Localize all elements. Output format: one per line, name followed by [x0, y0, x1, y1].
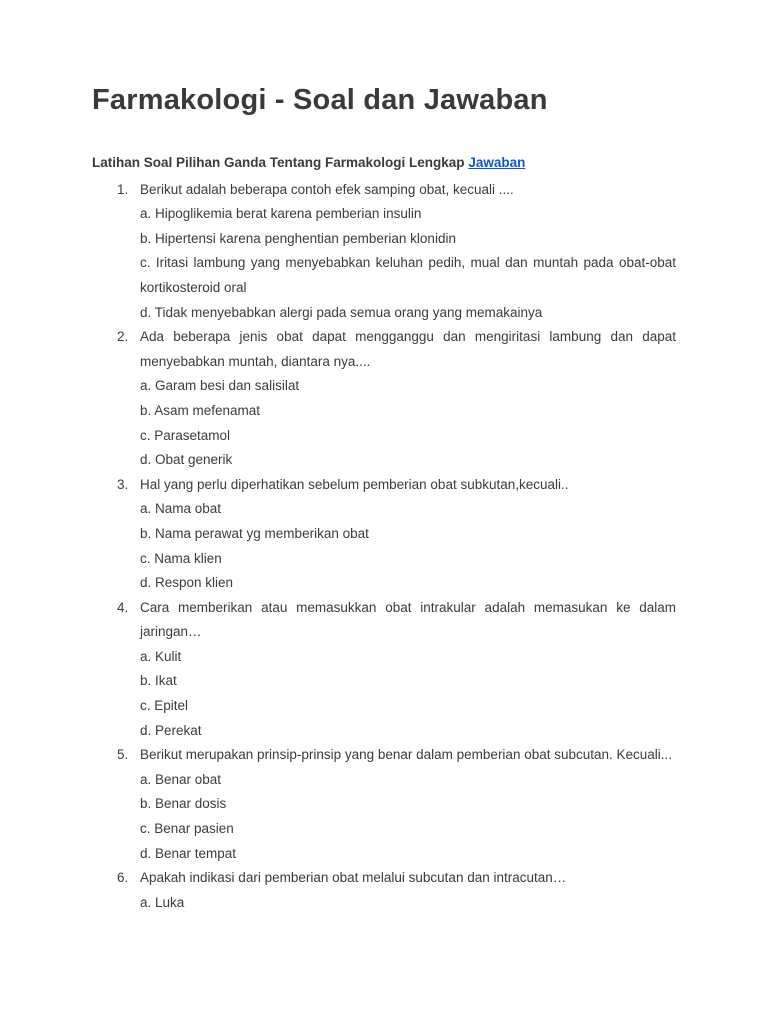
question-body: [140, 596, 676, 744]
question-text: Hal yang perlu diperhatikan sebelum pemberian obat subkutan,kecuali..: [140, 476, 569, 492]
intro-text: Latihan Soal Pilihan Ganda Tentang Farmakologi Lengkap: [92, 155, 469, 170]
question-item: [92, 178, 676, 326]
question-body: [140, 473, 676, 596]
question-option: a. Nama obat: [140, 501, 222, 517]
jawaban-link[interactable]: Jawaban: [468, 155, 526, 170]
question-text: Berikut adalah beberapa contoh efek samping obat, kecuali ....: [140, 181, 514, 197]
question-item: [92, 596, 676, 744]
intro-line: [92, 151, 676, 176]
question-number: 2.: [117, 329, 129, 345]
question-option: a. Luka: [140, 894, 185, 910]
question-item: [92, 866, 676, 915]
question-option: a. Garam besi dan salisilat: [140, 378, 300, 394]
question-text: Apakah indikasi dari pemberian obat melalui subcutan dan intracutan…: [140, 870, 567, 886]
question-option: c. Nama klien: [140, 550, 222, 566]
question-option: c. Iritasi lambung yang menyebabkan keluhan pedih, mual dan muntah pada obat-obat kortikosteroid oral: [140, 255, 676, 295]
question-option: d. Perekat: [140, 722, 202, 738]
question-item: [92, 473, 676, 596]
question-option: c. Benar pasien: [140, 821, 234, 837]
question-option: a. Benar obat: [140, 771, 222, 787]
question-number: 5.: [117, 747, 129, 763]
question-option: a. Hipoglikemia berat karena pemberian insulin: [140, 206, 422, 222]
question-option: d. Benar tempat: [140, 845, 237, 861]
question-item: [92, 325, 676, 473]
question-item: [92, 743, 676, 866]
question-body: [140, 325, 676, 473]
question-option: b. Ikat: [140, 673, 177, 689]
question-option: b. Nama perawat yg memberikan obat: [140, 525, 369, 541]
question-option: b. Asam mefenamat: [140, 402, 261, 418]
question-option: d. Respon klien: [140, 575, 234, 591]
question-text: Ada beberapa jenis obat dapat mengganggu dan mengiritasi lambung dan dapat menyebabkan muntah, diantara nya....: [140, 329, 676, 369]
question-body: [140, 866, 676, 915]
question-option: c. Epitel: [140, 698, 189, 714]
question-number: 3.: [117, 476, 129, 492]
question-option: d. Tidak menyebabkan alergi pada semua orang yang memakainya: [140, 304, 543, 320]
question-list: [92, 178, 676, 916]
question-text: Berikut merupakan prinsip-prinsip yang benar dalam pemberian obat subcutan. Kecuali...: [140, 747, 673, 763]
page-title: Farmakologi - Soal dan Jawaban: [92, 84, 548, 116]
question-text: Cara memberikan atau memasukkan obat intrakular adalah memasukan ke dalam jaringan…: [140, 599, 676, 640]
question-body: [140, 743, 676, 866]
question-option: b. Hipertensi karena penghentian pemberian klonidin: [140, 230, 456, 246]
question-number: 1.: [117, 181, 129, 197]
question-option: c. Parasetamol: [140, 427, 231, 443]
question-option: b. Benar dosis: [140, 796, 227, 812]
question-body: [140, 178, 676, 326]
question-option: a. Kulit: [140, 648, 182, 664]
question-number: 6.: [117, 870, 129, 886]
question-option: d. Obat generik: [140, 452, 233, 468]
question-number: 4.: [117, 599, 129, 615]
